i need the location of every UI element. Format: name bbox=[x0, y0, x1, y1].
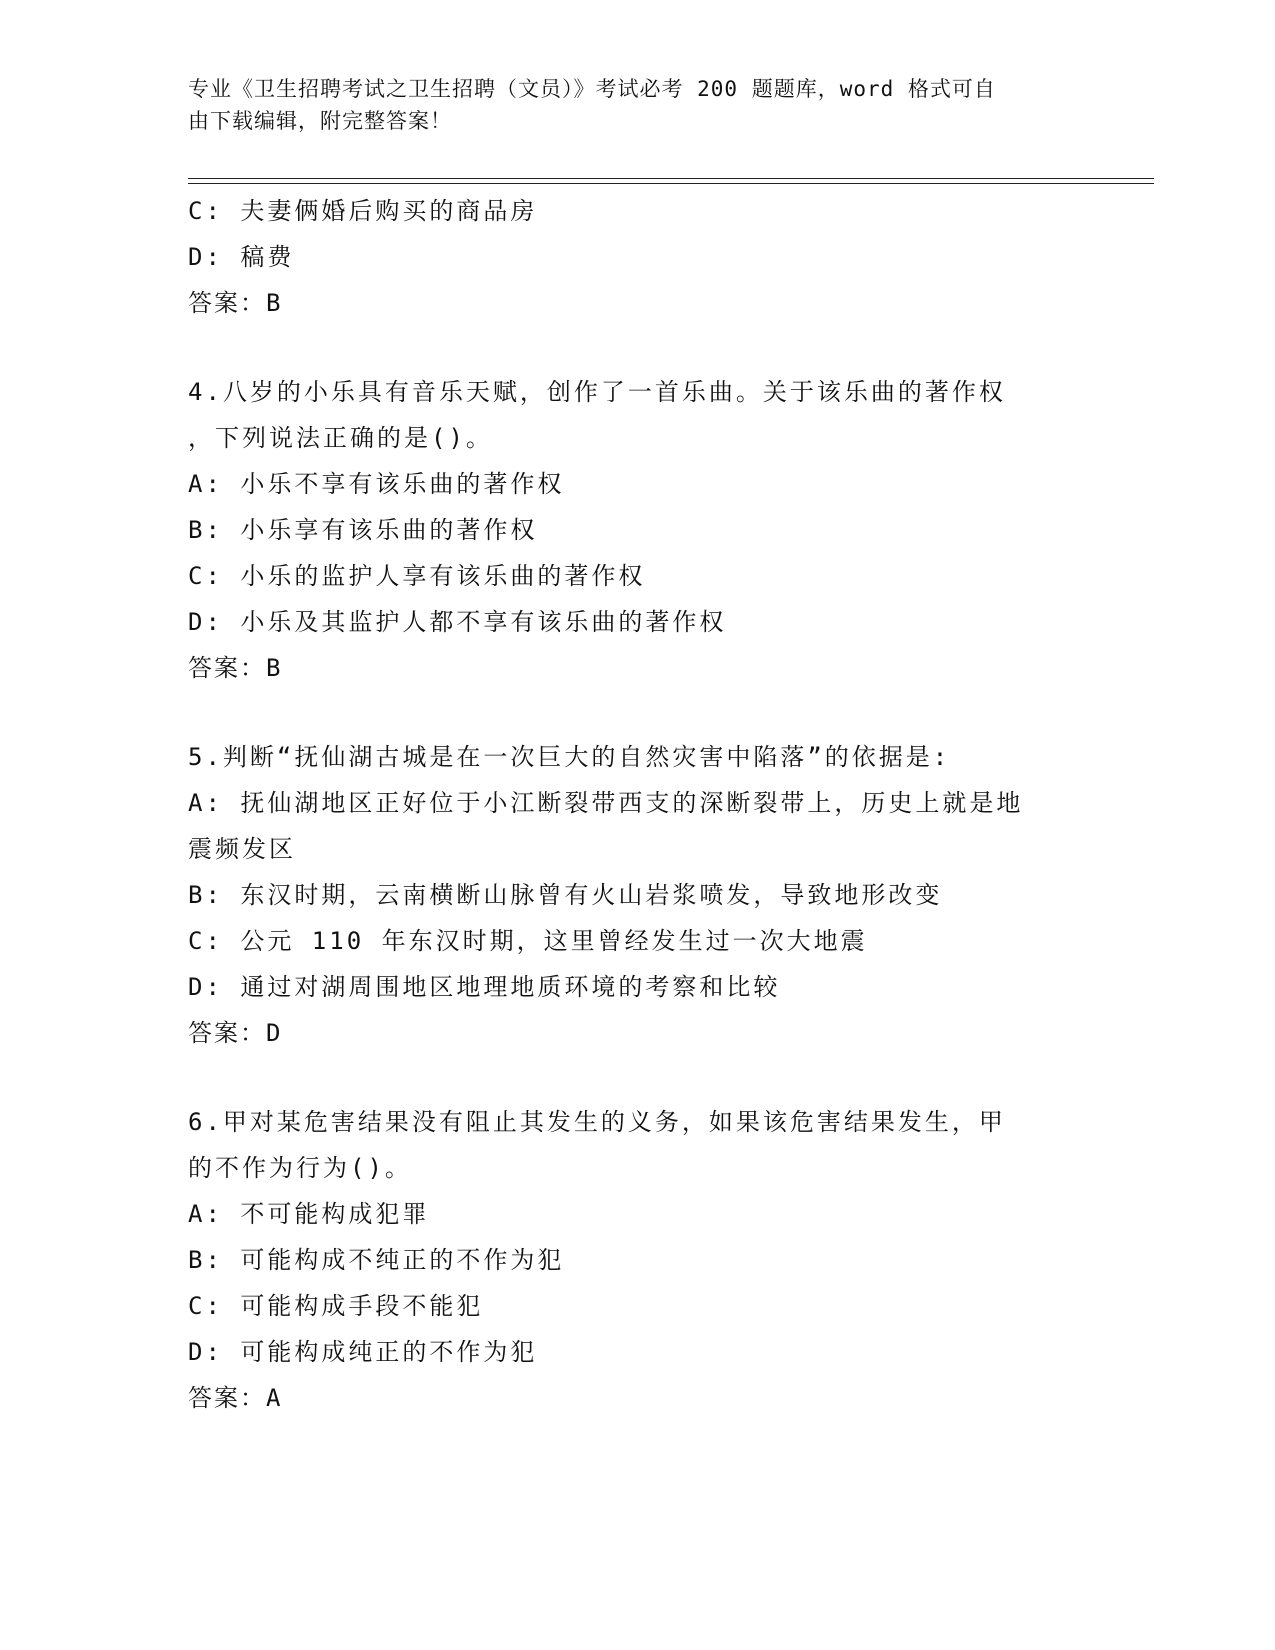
answer-line: 答案：D bbox=[188, 1019, 283, 1047]
option-a: A: 小乐不享有该乐曲的著作权 bbox=[188, 470, 565, 498]
document-header bbox=[188, 73, 1068, 137]
question-list bbox=[188, 188, 1088, 1421]
option-a-continued: 震频发区 bbox=[188, 835, 296, 863]
question-6 bbox=[188, 1099, 1088, 1421]
option-c: C: 公元 110 年东汉时期，这里曾经发生过一次大地震 bbox=[188, 927, 868, 955]
header-line-1: 专业《卫生招聘考试之卫生招聘（文员）》考试必考 200 题题库，word 格式可自 bbox=[188, 77, 996, 101]
question-3-tail bbox=[188, 188, 1088, 326]
question-spacer bbox=[188, 1056, 1088, 1099]
option-d: D: 小乐及其监护人都不享有该乐曲的著作权 bbox=[188, 608, 727, 636]
option-d: D: 稿费 bbox=[188, 243, 295, 271]
option-d: D: 可能构成纯正的不作为犯 bbox=[188, 1338, 538, 1366]
question-5 bbox=[188, 734, 1088, 1056]
question-stem: 4.八岁的小乐具有音乐天赋，创作了一首乐曲。关于该乐曲的著作权 bbox=[188, 378, 1006, 406]
option-b: B: 可能构成不纯正的不作为犯 bbox=[188, 1246, 565, 1274]
option-b: B: 小乐享有该乐曲的著作权 bbox=[188, 516, 538, 544]
answer-line: 答案：B bbox=[188, 289, 283, 317]
answer-line: 答案：A bbox=[188, 1384, 283, 1412]
header-divider-thick bbox=[188, 178, 1154, 179]
question-stem-continued: ，下列说法正确的是()。 bbox=[188, 424, 493, 452]
answer-line: 答案：B bbox=[188, 654, 283, 682]
question-stem: 5.判断“抚仙湖古城是在一次巨大的自然灾害中陷落”的依据是: bbox=[188, 743, 951, 771]
question-4 bbox=[188, 369, 1088, 691]
option-b: B: 东汉时期，云南横断山脉曾有火山岩浆喷发，导致地形改变 bbox=[188, 881, 943, 909]
question-spacer bbox=[188, 326, 1088, 369]
question-stem: 6.甲对某危害结果没有阻止其发生的义务，如果该危害结果发生，甲 bbox=[188, 1108, 1006, 1136]
option-a: A: 抚仙湖地区正好位于小江断裂带西支的深断裂带上，历史上就是地 bbox=[188, 789, 1024, 817]
header-divider-thin bbox=[188, 183, 1154, 184]
header-line-2: 由下载编辑，附完整答案！ bbox=[188, 109, 452, 133]
option-c: C: 小乐的监护人享有该乐曲的著作权 bbox=[188, 562, 646, 590]
question-stem-continued: 的不作为行为()。 bbox=[188, 1154, 412, 1182]
question-spacer bbox=[188, 691, 1088, 734]
option-c: C: 可能构成手段不能犯 bbox=[188, 1292, 484, 1320]
option-a: A: 不可能构成犯罪 bbox=[188, 1200, 430, 1228]
option-d: D: 通过对湖周围地区地理地质环境的考察和比较 bbox=[188, 973, 781, 1001]
option-c: C: 夫妻俩婚后购买的商品房 bbox=[188, 197, 538, 225]
